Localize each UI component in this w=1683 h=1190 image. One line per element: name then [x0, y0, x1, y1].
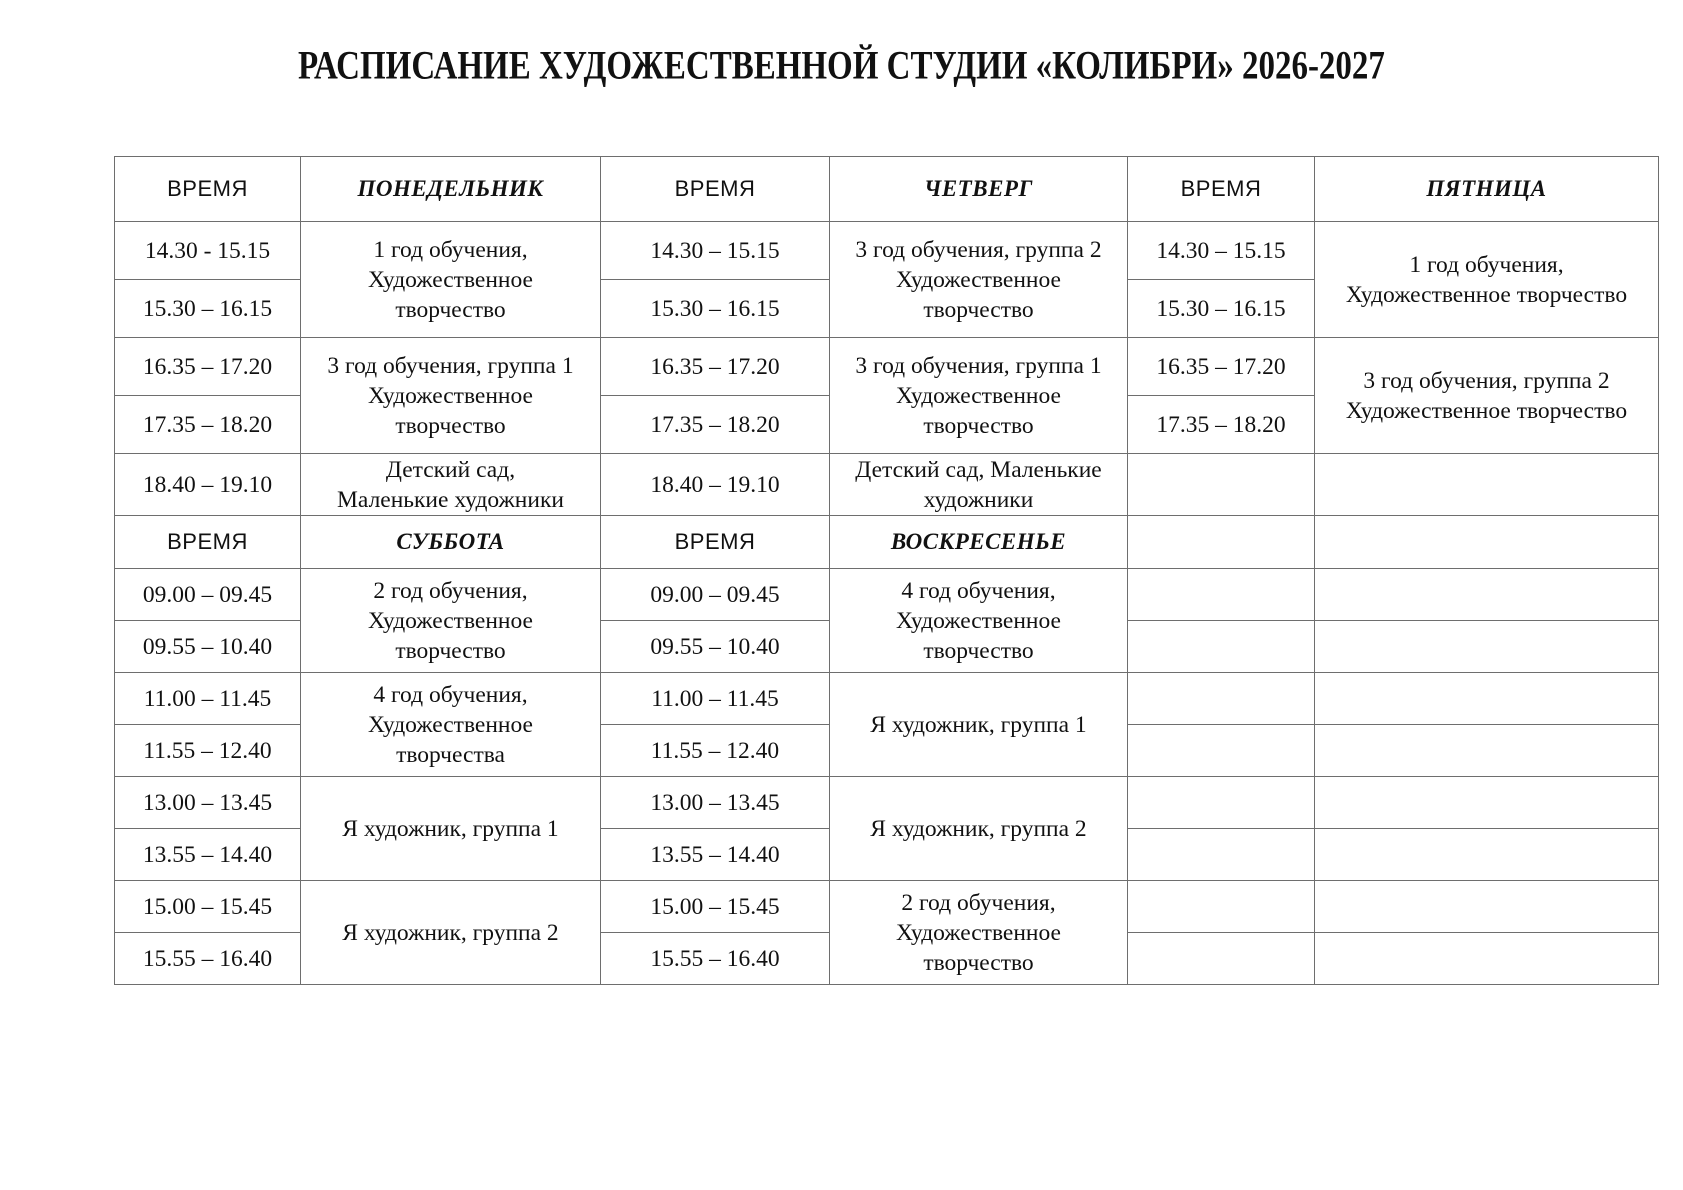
- class-line: творчество: [923, 949, 1034, 976]
- class-cell-monday: [301, 222, 601, 338]
- empty-cell: [1128, 829, 1315, 881]
- class-cell-sunday: [830, 777, 1128, 881]
- class-cell-saturday: [301, 777, 601, 881]
- class-line: 3 год обучения, группа 2: [855, 236, 1102, 263]
- empty-cell: [1315, 725, 1659, 777]
- class-line: Художественное: [896, 919, 1061, 946]
- day-header-friday: ПЯТНИЦА: [1315, 157, 1659, 222]
- time-slot-cell: 09.55 – 10.40: [115, 621, 301, 673]
- table-row: [115, 569, 1659, 621]
- time-slot-cell: 18.40 – 19.10: [115, 454, 301, 516]
- class-line: Художественное: [896, 607, 1061, 634]
- class-line: Художественное: [368, 711, 533, 738]
- time-header: ВРЕМЯ: [115, 157, 301, 222]
- empty-cell: [1128, 621, 1315, 673]
- class-line: Художественное творчество: [1345, 397, 1628, 424]
- empty-cell: [1128, 673, 1315, 725]
- time-slot-cell: 17.35 – 18.20: [1128, 396, 1315, 454]
- time-slot-cell: 16.35 – 17.20: [1128, 338, 1315, 396]
- class-cell-friday: [1315, 338, 1659, 454]
- table-row: [115, 338, 1659, 396]
- empty-cell: [1315, 621, 1659, 673]
- time-slot-cell: 15.30 – 16.15: [115, 280, 301, 338]
- class-cell-sunday: [830, 569, 1128, 673]
- weekday-header-row: [115, 157, 1659, 222]
- time-slot-cell: 11.55 – 12.40: [601, 725, 830, 777]
- empty-cell: [1315, 829, 1659, 881]
- class-line: Я художник, группа 1: [870, 711, 1087, 738]
- class-cell-saturday: [301, 881, 601, 985]
- time-header: ВРЕМЯ: [601, 516, 830, 569]
- time-slot-cell: 09.00 – 09.45: [115, 569, 301, 621]
- class-cell-thursday: [830, 454, 1128, 516]
- class-line: Художественное: [368, 266, 533, 293]
- empty-cell: [1315, 569, 1659, 621]
- table-row: [115, 673, 1659, 725]
- class-cell-sunday: [830, 881, 1128, 985]
- time-slot-cell: 11.00 – 11.45: [601, 673, 830, 725]
- class-line: Детский сад,: [385, 456, 516, 483]
- time-slot-cell: 13.00 – 13.45: [601, 777, 830, 829]
- class-line: Художественное: [368, 607, 533, 634]
- time-slot-cell: 13.55 – 14.40: [115, 829, 301, 881]
- class-line: художники: [923, 486, 1034, 513]
- empty-cell: [1128, 933, 1315, 985]
- time-slot-cell: 11.55 – 12.40: [115, 725, 301, 777]
- class-line: творчество: [923, 637, 1034, 664]
- time-header: ВРЕМЯ: [601, 157, 830, 222]
- time-slot-cell: 15.00 – 15.45: [601, 881, 830, 933]
- schedule-table: [114, 156, 1659, 985]
- class-line: 4 год обучения,: [373, 681, 528, 708]
- time-header: ВРЕМЯ: [115, 516, 301, 569]
- time-slot-cell: 18.40 – 19.10: [601, 454, 830, 516]
- day-header-saturday: СУББОТА: [301, 516, 601, 569]
- class-line: Я художник, группа 2: [342, 919, 559, 946]
- class-line: 1 год обучения,: [1409, 251, 1564, 278]
- time-slot-cell: 14.30 – 15.15: [601, 222, 830, 280]
- time-slot-cell: 14.30 – 15.15: [1128, 222, 1315, 280]
- time-slot-cell: 09.00 – 09.45: [601, 569, 830, 621]
- class-line: Художественное: [896, 382, 1061, 409]
- day-header-sunday: ВОСКРЕСЕНЬЕ: [830, 516, 1128, 569]
- class-line: 3 год обучения, группа 1: [327, 352, 574, 379]
- table-row: [115, 777, 1659, 829]
- class-line: Я художник, группа 2: [870, 815, 1087, 842]
- empty-cell: [1315, 516, 1659, 569]
- class-cell-saturday: [301, 673, 601, 777]
- class-line: 2 год обучения,: [373, 577, 528, 604]
- table-row: [115, 222, 1659, 280]
- class-line: Художественное: [896, 266, 1061, 293]
- class-line: 3 год обучения, группа 2: [1363, 367, 1610, 394]
- class-line: творчество: [923, 296, 1034, 323]
- class-line: Маленькие художники: [337, 486, 564, 513]
- time-slot-cell: 09.55 – 10.40: [601, 621, 830, 673]
- class-cell-thursday: [830, 222, 1128, 338]
- time-slot-cell: 15.30 – 16.15: [601, 280, 830, 338]
- class-line: творчество: [395, 412, 506, 439]
- time-slot-cell: 17.35 – 18.20: [601, 396, 830, 454]
- empty-cell: [1128, 777, 1315, 829]
- class-line: 3 год обучения, группа 1: [855, 352, 1102, 379]
- time-slot-cell: 11.00 – 11.45: [115, 673, 301, 725]
- weekend-header-row: [115, 516, 1659, 569]
- class-cell-saturday: [301, 569, 601, 673]
- class-line: Я художник, группа 1: [342, 815, 559, 842]
- time-slot-cell: 15.55 – 16.40: [601, 933, 830, 985]
- day-header-thursday: ЧЕТВЕРГ: [830, 157, 1128, 222]
- time-slot-cell: 13.55 – 14.40: [601, 829, 830, 881]
- time-slot-cell: 15.00 – 15.45: [115, 881, 301, 933]
- class-cell-sunday: [830, 673, 1128, 777]
- time-slot-cell: 17.35 – 18.20: [115, 396, 301, 454]
- empty-cell: [1315, 933, 1659, 985]
- time-header: ВРЕМЯ: [1128, 157, 1315, 222]
- class-line: 2 год обучения,: [901, 889, 1056, 916]
- empty-cell: [1315, 777, 1659, 829]
- class-cell-monday: [301, 338, 601, 454]
- empty-cell: [1128, 454, 1315, 516]
- class-line: творчество: [395, 637, 506, 664]
- class-cell-thursday: [830, 338, 1128, 454]
- table-row: [115, 881, 1659, 933]
- time-slot-cell: 16.35 – 17.20: [601, 338, 830, 396]
- empty-cell: [1128, 569, 1315, 621]
- empty-cell: [1315, 881, 1659, 933]
- class-line: Детский сад, Маленькие: [855, 456, 1102, 483]
- empty-cell: [1128, 725, 1315, 777]
- class-line: творчество: [395, 296, 506, 323]
- class-cell-monday: [301, 454, 601, 516]
- class-line: 4 год обучения,: [901, 577, 1056, 604]
- day-header-monday: ПОНЕДЕЛЬНИК: [301, 157, 601, 222]
- time-slot-cell: 15.55 – 16.40: [115, 933, 301, 985]
- class-line: творчество: [923, 412, 1034, 439]
- page-title: РАСПИСАНИЕ ХУДОЖЕСТВЕННОЙ СТУДИИ «КОЛИБРИ» 2026-2027: [298, 44, 1385, 89]
- table-row: [115, 454, 1659, 516]
- time-slot-cell: 13.00 – 13.45: [115, 777, 301, 829]
- empty-cell: [1315, 454, 1659, 516]
- time-slot-cell: 16.35 – 17.20: [115, 338, 301, 396]
- empty-cell: [1128, 516, 1315, 569]
- empty-cell: [1128, 881, 1315, 933]
- class-line: 1 год обучения,: [373, 236, 528, 263]
- class-line: Художественное: [368, 382, 533, 409]
- time-slot-cell: 14.30 - 15.15: [115, 222, 301, 280]
- time-slot-cell: 15.30 – 16.15: [1128, 280, 1315, 338]
- class-cell-friday: [1315, 222, 1659, 338]
- class-line: творчества: [396, 741, 505, 768]
- empty-cell: [1315, 673, 1659, 725]
- class-line: Художественное творчество: [1345, 281, 1628, 308]
